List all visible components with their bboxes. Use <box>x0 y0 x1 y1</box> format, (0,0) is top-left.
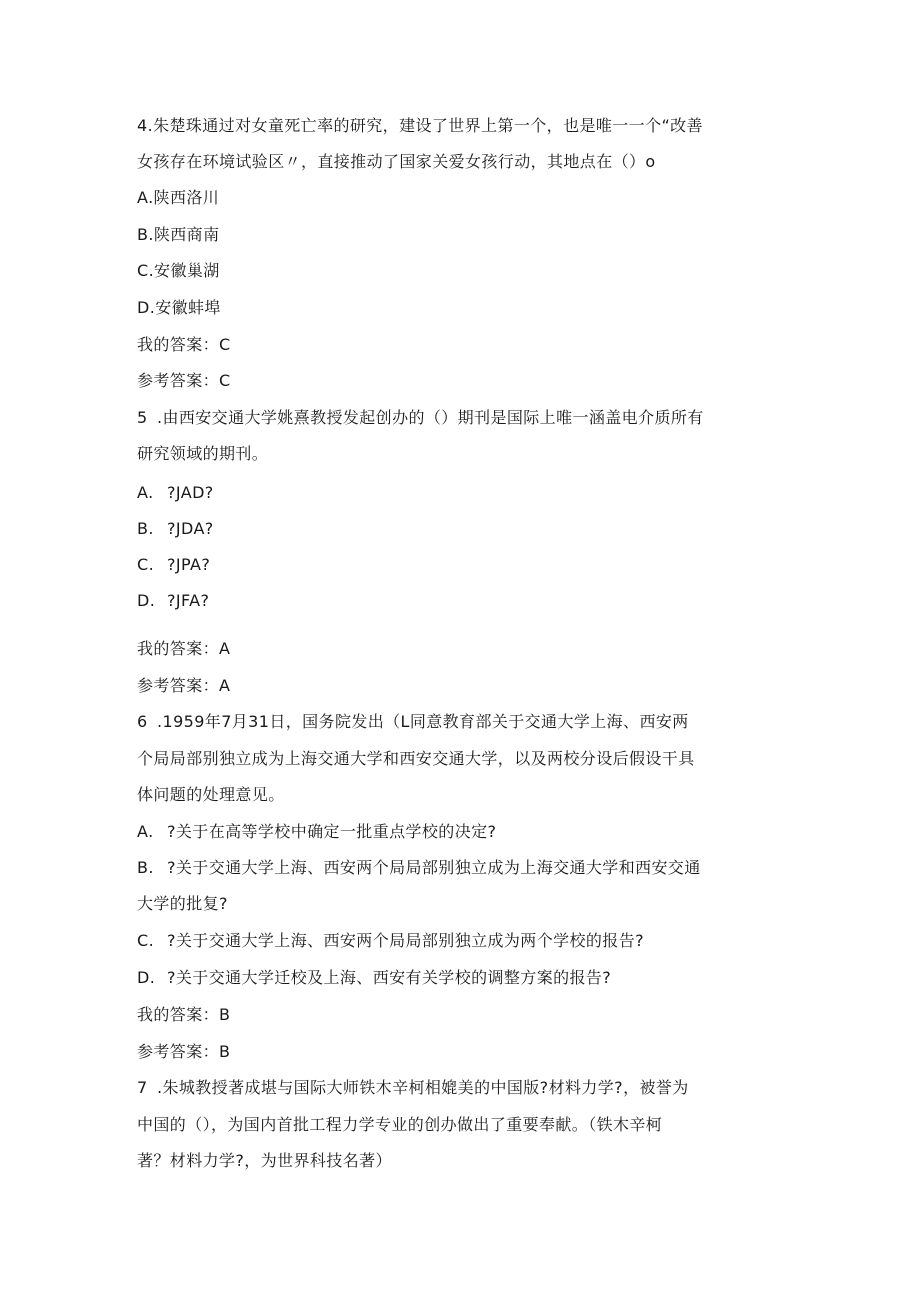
q7-stem-text: .朱城教授著成堪与国际大师铁木辛柯相媲美的中国版?材料力学?，被誉为 <box>157 1078 689 1097</box>
q6-option-b-label: B. <box>137 858 154 877</box>
q5-option-d <box>137 590 209 612</box>
q6-option-a-text: ?关于在高等学校中确定一批重点学校的决定? <box>167 822 497 841</box>
q7-stem-line-1 <box>137 1077 689 1099</box>
q6-my-answer: 我的答案：B <box>137 1005 231 1024</box>
q6-option-b-continued: 大学的批复? <box>137 894 228 913</box>
q5-my-answer: 我的答案：A <box>137 639 231 658</box>
q4-stem-line-1: 4.朱楚珠通过对女童死亡率的研究，建设了世界上第一个，也是唯一一个“改善 <box>137 116 703 135</box>
q5-reference-answer: 参考答案：A <box>137 676 231 695</box>
q5-option-a <box>137 482 214 504</box>
q6-stem-text: .1959年7月31日，国务院发出（L同意教育部关于交通大学上海、西安两 <box>157 712 689 731</box>
q6-option-a-label: A. <box>137 822 154 841</box>
q5-stem-text: .由西安交通大学姚熹教授发起创办的（）期刊是国际上唯一涵盖电介质所有 <box>157 408 704 427</box>
q6-stem-line-1 <box>137 711 689 733</box>
q5-option-a-text: ?JAD? <box>167 483 214 502</box>
q6-option-c-text: ?关于交通大学上海、西安两个局局部别独立成为两个学校的报告? <box>167 931 644 950</box>
q6-stem-line-2: 个局局部别独立成为上海交通大学和西安交通大学，以及两校分设后假设干具 <box>137 749 695 768</box>
q5-option-b <box>137 518 214 540</box>
q6-option-b <box>137 857 701 879</box>
q6-option-a <box>137 821 496 843</box>
q5-option-c-text: ?JPA? <box>167 555 211 574</box>
q5-option-c <box>137 554 210 576</box>
q5-number: 5 <box>137 408 148 427</box>
q5-option-d-text: ?JFA? <box>167 591 210 610</box>
q6-option-b-text: ?关于交通大学上海、西安两个局局部别独立成为上海交通大学和西安交通 <box>167 858 701 877</box>
q5-stem-line-2: 研究领域的期刊。 <box>137 444 269 463</box>
q4-reference-answer: 参考答案：C <box>137 371 231 390</box>
q6-option-d-text: ?关于交通大学迁校及上海、西安有关学校的调整方案的报告? <box>167 968 612 987</box>
q5-option-c-label: C. <box>137 555 155 574</box>
q6-option-d <box>137 967 611 989</box>
q4-my-answer: 我的答案：C <box>137 335 231 354</box>
q6-option-c <box>137 930 644 952</box>
q6-number: 6 <box>137 712 148 731</box>
q4-option-c: C.安徽巢湖 <box>137 261 220 280</box>
q6-option-d-label: D. <box>137 968 156 987</box>
q5-option-b-label: B. <box>137 519 154 538</box>
q4-option-a: A.陕西洛川 <box>137 188 220 207</box>
q6-stem-line-3: 体问题的处理意见。 <box>137 785 285 804</box>
q4-option-b: B.陕西商南 <box>137 225 220 244</box>
q4-stem-line-2: 女孩存在环境试验区〃，直接推动了国家关爱女孩行动，其地点在（）o <box>137 152 656 171</box>
q6-reference-answer: 参考答案：B <box>137 1042 231 1061</box>
q7-stem-line-2: 中国的（），为国内首批工程力学专业的创办做出了重要奉献。（铁木辛柯 <box>137 1115 663 1134</box>
q5-stem-line-1 <box>137 407 704 429</box>
q5-option-b-text: ?JDA? <box>167 519 214 538</box>
q5-option-d-label: D. <box>137 591 156 610</box>
q5-option-a-label: A. <box>137 483 154 502</box>
q4-option-d: D.安徽蚌埠 <box>137 298 221 317</box>
q7-stem-line-3: 著？材料力学?，为世界科技名著） <box>137 1151 392 1170</box>
q7-number: 7 <box>137 1078 148 1097</box>
q6-option-c-label: C. <box>137 931 155 950</box>
